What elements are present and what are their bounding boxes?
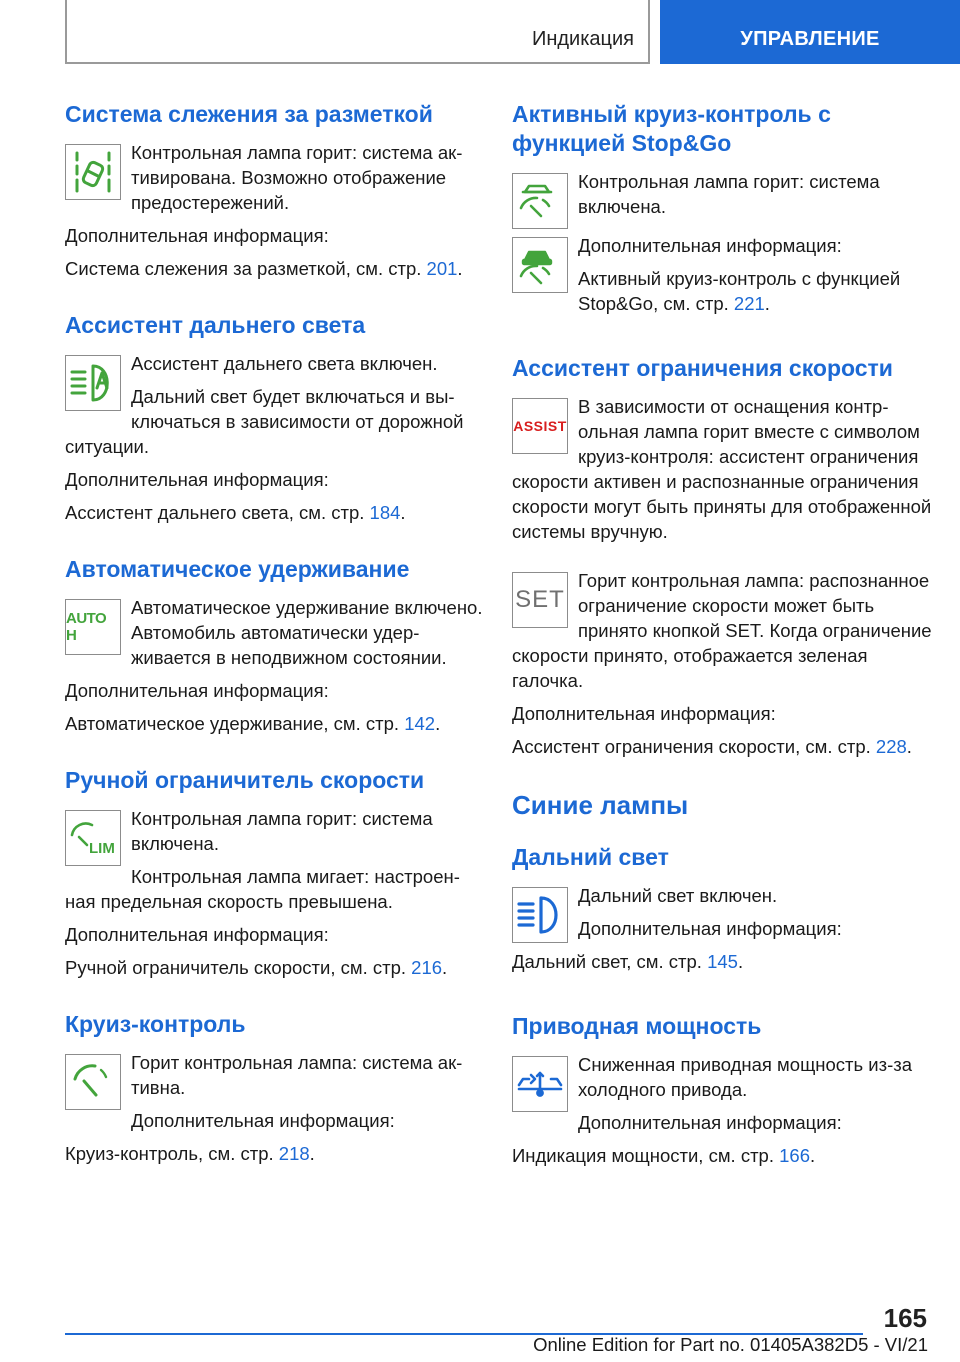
section-title-speed-limit-assist: Ассистент ограничения скорости <box>512 355 893 381</box>
speed-limit-assist-more-info: Дополнительная информация: <box>512 703 776 724</box>
section-title-speed-limiter: Ручной ограничитель скорости <box>65 767 425 793</box>
drive-power-more-info: Дополнительная информация: <box>578 1112 842 1133</box>
lane-departure-reference: Система слежения за разметкой, см. стр. 201. <box>65 258 463 279</box>
indicator-auto-hold <box>65 595 483 678</box>
indicator-cruise-control <box>65 1050 483 1141</box>
auto-hold-reference: Автоматическое удерживание, см. стр. 142. <box>65 713 441 734</box>
speed-limiter-status-on: Контрольная лампа горит: система включена. <box>131 808 433 854</box>
speed-limit-set-icon-label: SET <box>515 586 565 613</box>
high-beam-assistant-status: Ассистент дальнего света включен. <box>131 353 438 374</box>
auto-hold-ref-text: Автоматическое удерживание, см. стр. <box>65 713 405 734</box>
high-beam-assistant-page-link[interactable]: 184 <box>369 502 401 523</box>
active-cruise-control-icon <box>512 173 568 229</box>
lane-departure-warning-icon <box>65 144 121 200</box>
speed-limiter-icon-label: LIM <box>89 840 115 857</box>
cruise-control-ref-text: Круиз-контроль, см. стр. <box>65 1143 279 1164</box>
indicator-active-cruise-control-vehicle <box>512 233 932 324</box>
indicator-drive-power <box>512 1052 932 1143</box>
auto-hold-description: Автоматическое удерживание включено. Автомобиль автоматически удерживается в неподвижном состоянии. <box>131 597 483 668</box>
cruise-control-reference: Круиз-контроль, см. стр. 218. <box>65 1143 315 1164</box>
footer-edition: Online Edition for Part no. 01405A382D5 - VI/21 <box>533 1334 928 1355</box>
cruise-control-page-link[interactable]: 218 <box>278 1143 310 1164</box>
indicator-lane-departure <box>65 140 483 223</box>
active-cruise-control-ref-text: Активный круиз-контроль с функцией Stop&Go, см. стр. <box>578 268 901 314</box>
indicator-speed-limit-set <box>512 568 932 701</box>
reduced-drive-power-icon <box>512 1056 568 1112</box>
indicator-active-cruise-control <box>512 169 932 233</box>
cruise-control-more-info: Дополнительная информация: <box>131 1110 395 1131</box>
speed-limit-assist-icon-label: ASSIST <box>513 418 567 434</box>
header-chapter-box <box>660 0 960 64</box>
speed-limiter-page-link[interactable]: 216 <box>411 957 443 978</box>
left-column <box>65 100 483 1174</box>
lane-departure-more-info: Дополнительная информация: <box>65 225 329 246</box>
speed-limit-set-description: Горит контрольная лампа: распознанное ограничение скорости может быть принято кнопкой SET. Когда ограничение скорости принято, отображается зеленая галочка. <box>512 570 932 691</box>
section-title-drive-power: Приводная мощность <box>512 1013 762 1039</box>
active-cruise-control-vehicle-detected-icon <box>512 237 568 293</box>
section-title-cruise-control: Круиз-контроль <box>65 1011 246 1037</box>
high-beam-reference: Дальний свет, см. стр. 145. <box>512 951 744 972</box>
lane-departure-page-link[interactable]: 201 <box>426 258 458 279</box>
section-title-lane-departure: Система слежения за разметкой <box>65 101 433 127</box>
auto-hold-page-link[interactable]: 142 <box>404 713 436 734</box>
section-title-auto-hold: Автоматическое удерживание <box>65 556 410 582</box>
lane-departure-description: Контрольная лампа горит: система активирована. Возможно отображение предостережений. <box>131 142 463 213</box>
lane-departure-ref-text: Система слежения за разметкой, см. стр. <box>65 258 427 279</box>
high-beam-assistant-more-info: Дополнительная информация: <box>65 469 329 490</box>
drive-power-status: Сниженная приводная мощность из-за холодного привода. <box>578 1054 913 1100</box>
indicator-speed-limiter <box>65 806 483 922</box>
speed-limiter-more-info: Дополнительная информация: <box>65 924 329 945</box>
right-column <box>512 100 932 1176</box>
high-beam-assistant-ref-text: Ассистент дальнего света, см. стр. <box>65 502 370 523</box>
speed-limiter-ref-text: Ручной ограничитель скорости, см. стр. <box>65 957 412 978</box>
active-cruise-control-status: Контрольная лампа горит: система включена. <box>578 171 880 217</box>
high-beam-status: Дальний свет включен. <box>578 885 778 906</box>
high-beam-assistant-description: Дальний свет будет включаться и выключаться в зависимости от дорожной ситуации. <box>65 386 464 457</box>
high-beam-assistant-reference: Ассистент дальнего света, см. стр. 184. <box>65 502 406 523</box>
section-title-active-cruise-control: Активный круиз-контроль с функцией Stop&Go <box>512 101 831 156</box>
active-cruise-control-reference: Активный круиз-контроль с функцией Stop&Go, см. стр. 221. <box>578 268 901 314</box>
drive-power-ref-text: Индикация мощности, см. стр. <box>512 1145 780 1166</box>
speed-limit-assist-icon <box>512 398 568 454</box>
header-chapter-title: УПРАВЛЕНИЕ <box>740 28 880 50</box>
blue-lamps-title: Синие лампы <box>512 790 689 820</box>
speed-limit-set-icon <box>512 572 568 628</box>
indicator-high-beam <box>512 883 932 982</box>
active-cruise-control-page-link[interactable]: 221 <box>733 293 765 314</box>
header-section-title: Индикация <box>531 28 634 50</box>
high-beam-ref-text: Дальний свет, см. стр. <box>512 951 708 972</box>
cruise-control-icon <box>65 1054 121 1110</box>
speed-limiter-reference: Ручной ограничитель скорости, см. стр. 216. <box>65 957 448 978</box>
speed-limit-assist-ref-text: Ассистент ограничения скорости, см. стр. <box>512 736 876 757</box>
speed-limit-assist-description: В зависимости от оснащения контрольная лампа горит вместе с символом круиз-контроля: ассистент ограничения скорости активен и распознанные ограничения скорости могут быть приняты для отображенной системы вручную. <box>512 396 932 542</box>
active-cruise-control-more-info: Дополнительная информация: <box>578 235 842 256</box>
indicator-speed-limit-assist <box>512 394 932 552</box>
speed-limit-assist-reference: Ассистент ограничения скорости, см. стр. 228. <box>512 736 912 757</box>
header-section-box <box>65 0 650 64</box>
drive-power-page-link[interactable]: 166 <box>779 1145 811 1166</box>
high-beam-icon <box>512 887 568 943</box>
speed-limiter-icon <box>65 810 121 866</box>
section-title-high-beam: Дальний свет <box>512 844 669 870</box>
page-number: 165 <box>883 1303 927 1333</box>
speed-limit-assist-page-link[interactable]: 228 <box>875 736 907 757</box>
speed-limiter-status-blinking: Контрольная лампа мигает: настроенная предельная скорость превышена. <box>65 866 460 912</box>
indicator-high-beam-assistant <box>65 351 483 467</box>
drive-power-reference: Индикация мощности, см. стр. 166. <box>512 1145 816 1166</box>
high-beam-more-info: Дополнительная информация: <box>578 918 842 939</box>
cruise-control-status: Горит контрольная лампа: система активна. <box>131 1052 463 1098</box>
auto-hold-icon <box>65 599 121 655</box>
auto-hold-icon-label: AUTO H <box>66 610 107 644</box>
section-title-high-beam-assistant: Ассистент дальнего света <box>65 312 366 338</box>
high-beam-assistant-icon <box>65 355 121 411</box>
high-beam-page-link[interactable]: 145 <box>707 951 738 972</box>
auto-hold-more-info: Дополнительная информация: <box>65 680 329 701</box>
